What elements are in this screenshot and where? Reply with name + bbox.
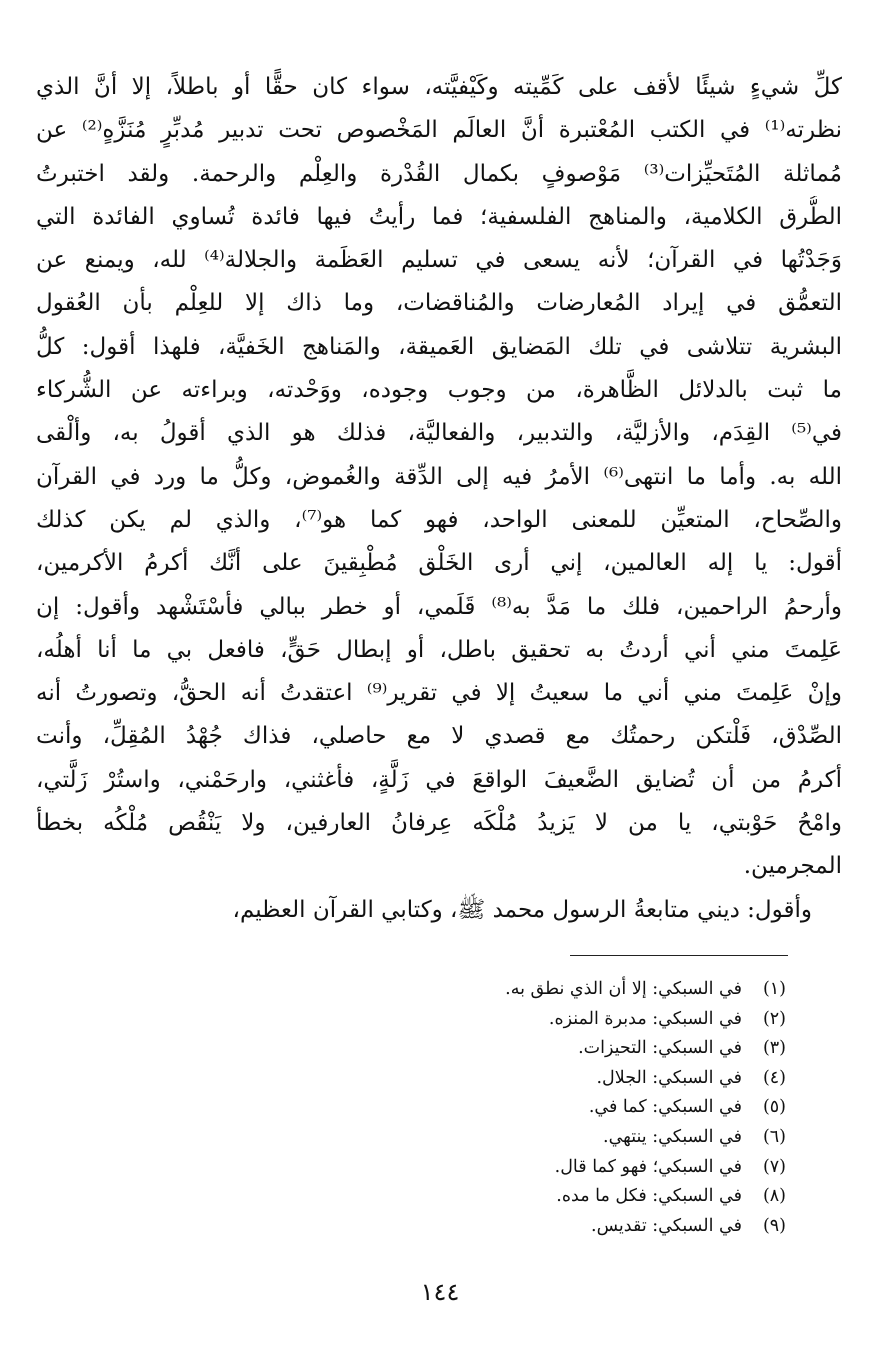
main-text-block xyxy=(36,66,842,932)
text-line: في⁽⁵⁾ القِدَم، والأزليَّة، والتدبير، والفعاليَّة، فذلك هو الذي أقولُ به، وألْقى xyxy=(36,420,842,447)
footnote xyxy=(300,1005,786,1035)
text-line: ما ثبت بالدلائل الظَّاهرة، من وجوب وجوده، ووَحْدته، وبراءته عن الشُّركاء xyxy=(36,377,842,404)
text-line: وامْحُ حَوْبتي، يا من لا يَزيدُ مُلْكَه عِرفانُ العارفين، ولا يَنْقُص مُلْكُه بخطأ xyxy=(36,810,842,837)
text-line: المجرمين. xyxy=(743,853,842,880)
footnote-text: في السبكي: كما في. xyxy=(588,1097,742,1118)
text-line: والصِّحاح، المتعيِّن للمعنى الواحد، فهو كما هو⁽⁷⁾، والذي لم يكن كذلك xyxy=(36,506,842,533)
footnote-divider xyxy=(570,955,788,956)
footnote xyxy=(300,1212,786,1242)
text-line: وإنْ عَلِمتَ مني أني ما سعيتُ إلا في تقرير⁽⁹⁾ اعتقدتُ أنه الحقُّ، وتصورتُ أنه xyxy=(36,680,842,707)
footnote-text: في السبكي؛ فهو كما قال. xyxy=(554,1156,742,1177)
footnotes xyxy=(300,975,786,1241)
footnote-number: (٩) xyxy=(762,1215,786,1236)
footnote-text: في السبكي: إلا أن الذي نطق به. xyxy=(505,979,742,999)
footnote xyxy=(300,1093,786,1123)
footnote-text: في السبكي: ينتهي. xyxy=(603,1126,742,1147)
footnote-number: (٧) xyxy=(762,1156,786,1177)
footnote-number: (٨) xyxy=(762,1186,786,1207)
footnote xyxy=(300,975,786,1005)
text-line: البشرية تتلاشى في تلك المَضايق العَميقة، والمَناهج الخَفيَّة، فلهذا أقول: كلُّ xyxy=(36,333,842,360)
footnote xyxy=(300,1153,786,1183)
text-line: أكرمُ من أن تُضايق الضَّعيفَ الواقعَ في زَلَّةٍ، فأغثني، وارحَمْني، واستُرْ زَلَّتي، xyxy=(36,766,842,793)
footnote-number: (٥) xyxy=(762,1097,786,1118)
text-line: التعمُّق في إيراد المُعارضات والمُناقضات، وما ذاك إلا للعِلْم بأن العُقول xyxy=(36,290,842,317)
footnote xyxy=(300,1123,786,1153)
text-line: نظرته⁽¹⁾ في الكتب المُعْتبرة أنَّ العالَم المَخْصوص تحت تدبير مُدبِّرٍ مُنَزَّهٍ⁽²⁾ عن xyxy=(36,117,842,144)
footnote-text: في السبكي: الجلال. xyxy=(596,1067,742,1088)
footnote-text: في السبكي: التحيزات. xyxy=(578,1038,742,1059)
footnote xyxy=(300,1064,786,1094)
footnote-text: في السبكي: مدبرة المنزه. xyxy=(548,1008,742,1029)
text-line: مُماثلة المُتَحيِّزات⁽³⁾ مَوْصوفٍ بكمال القُدْرة والعِلْم والرحمة. ولقد اختبرتُ xyxy=(36,160,842,187)
footnote xyxy=(300,1182,786,1212)
footnote-number: (٦) xyxy=(762,1126,786,1147)
text-line: أقول: يا إله العالمين، إني أرى الخَلْق مُطْبِقينَ على أنَّك أكرمُ الأكرمين، xyxy=(36,550,842,577)
footnote-number: (٢) xyxy=(762,1008,786,1029)
text-line: الله به. وأما ما انتهى⁽⁶⁾ الأمرُ فيه إلى الدِّقة والغُموض، وكلُّ ما ورد في القرآن xyxy=(36,463,842,490)
text-line: كلِّ شيءٍ شيئًا لأقف على كَمِّيته وكَيْفيَّته، سواء كان حقًّا أو باطلاً، إلا أنَّ الذي xyxy=(36,74,842,100)
footnote-text: في السبكي: فكل ما مده. xyxy=(556,1186,742,1207)
text-line: الطُّرق الكلامية، والمناهج الفلسفية؛ فما رأيتُ فيها فائدة تُساوي الفائدة التي xyxy=(36,203,842,230)
footnote-number: (١) xyxy=(762,979,786,999)
page-number: ١٤٤ xyxy=(420,1278,460,1306)
footnote-text: في السبكي: تقديس. xyxy=(591,1215,742,1236)
footnote-number: (٣) xyxy=(762,1038,786,1059)
text-line: وَجَدْتُها في القرآن؛ لأنه يسعى في تسليم العَظَمة والجلالة⁽⁴⁾ لله، ويمنع عن xyxy=(36,247,842,274)
text-line: عَلِمتَ مني أني أردتُ به تحقيق باطل، أو إبطال حَقٍّ، فافعل بي ما أنا أهلُه، xyxy=(36,636,842,663)
text-line: الصِّدْق، فَلْتكن رحمتُك مع قصدي لا مع حاصلي، فذاك جُهْدُ المُقِلِّ، وأنت xyxy=(36,723,842,750)
text-line: وأرحمُ الراحمين، فلك ما مَدَّ به⁽⁸⁾ قَلَمي، أو خطر ببالي فأسْتَشْهد وأقول: إن xyxy=(36,593,842,620)
text-line: وأقول: ديني متابعةُ الرسول محمد ﷺ، وكتابي القرآن العظيم، xyxy=(232,896,812,923)
footnote xyxy=(300,1034,786,1064)
footnote-number: (٤) xyxy=(762,1067,786,1088)
